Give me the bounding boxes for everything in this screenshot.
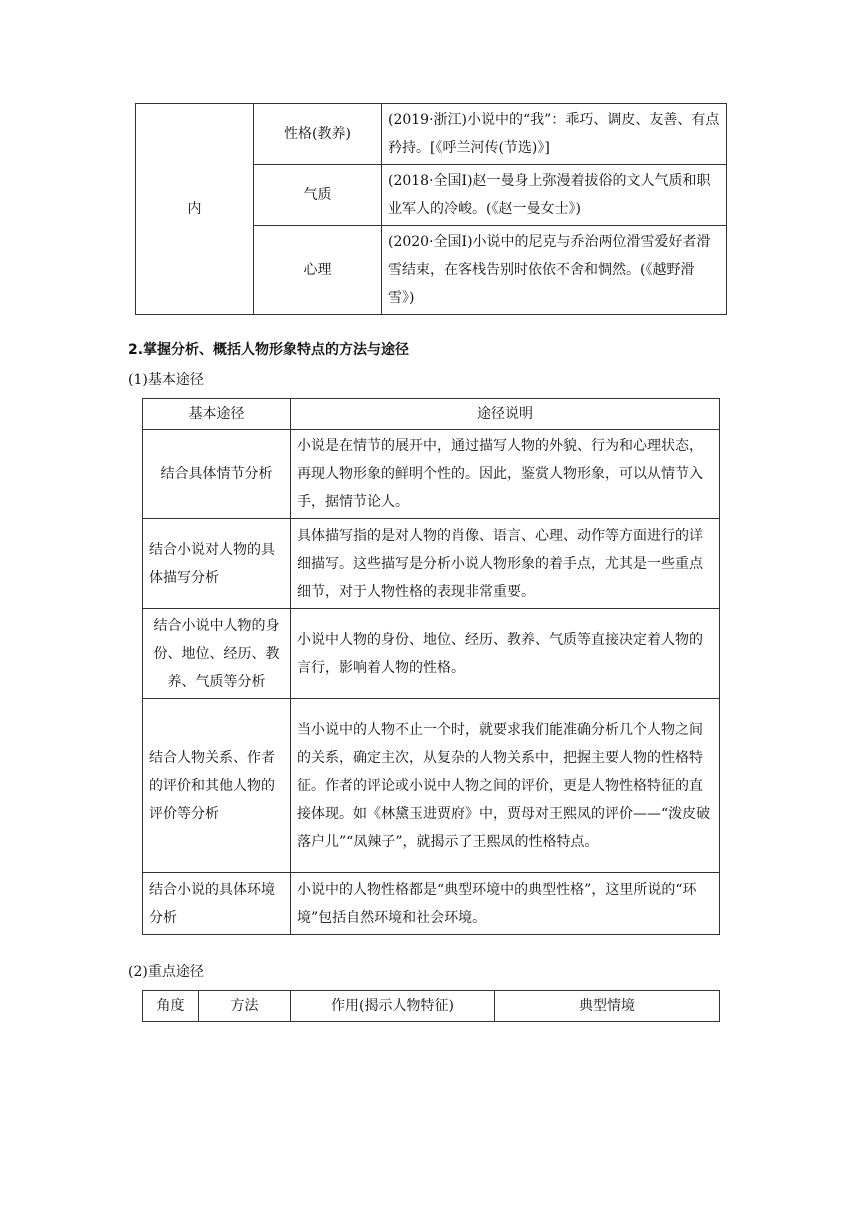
table-row [143,609,720,699]
aspect-cell: 性格(教养) [254,104,382,165]
path-cell: 结合小说对人物的具体描写分析 [143,519,291,609]
example-cell: (2019·浙江)小说中的“我”：乖巧、调皮、友善、有点矜持。[《呼兰河传(节选)》] [382,104,727,165]
aspect-cell: 气质 [254,165,382,226]
basic-path-title: (1)基本途径 [128,372,204,388]
table-row [143,873,720,935]
path-cell: 结合小说中人物的身份、地位、经历、教养、气质等分析 [143,609,291,699]
key-path-title: (2)重点途径 [128,964,204,980]
example-cell: (2018·全国Ⅰ)赵一曼身上弥漫着拔俗的文人气质和职业军人的冷峻。(《赵一曼女士》) [382,165,727,226]
desc-cell: 当小说中的人物不止一个时，就要求我们能准确分析几个人物之间的关系，确定主次，从复杂的人物关系中，把握主要人物的性格特征。作者的评论或小说中人物之间的评价，更是人物性格特征的直接体现。如《林黛玉进贾府》中，贾母对王熙凤的评价——“泼皮破落户儿”“凤辣子”，就揭示了王熙凤的性格特点。 [291,699,720,873]
column-header: 典型情境 [495,991,720,1022]
column-header: 方法 [199,991,291,1022]
table-header-row [143,399,720,430]
column-header: 角度 [143,991,199,1022]
path-cell: 结合具体情节分析 [143,430,291,519]
table-row [143,430,720,519]
path-cell: 结合人物关系、作者的评价和其他人物的评价等分析 [143,699,291,873]
table-row [143,699,720,873]
path-cell: 结合小说的具体环境分析 [143,873,291,935]
basic-path-table [142,398,720,935]
key-path-table [142,990,720,1022]
desc-cell: 小说中人物的身份、地位、经历、教养、气质等直接决定着人物的言行，影响着人物的性格。 [291,609,720,699]
example-cell: (2020·全国Ⅰ)小说中的尼克与乔治两位滑雪爱好者滑雪结束，在客栈告别时依依不舍和惆然。(《越野滑雪》) [382,226,727,315]
section-title: 2.掌握分析、概括人物形象特点的方法与途径 [128,342,410,358]
table-header-row [143,991,720,1022]
category-cell: 内 [136,104,254,315]
column-header: 作用(揭示人物特征) [291,991,495,1022]
desc-cell: 小说是在情节的展开中，通过描写人物的外貌、行为和心理状态，再现人物形象的鲜明个性的。因此，鉴赏人物形象，可以从情节入手，据情节论人。 [291,430,720,519]
desc-cell: 小说中的人物性格都是“典型环境中的典型性格”，这里所说的“环境”包括自然环境和社会环境。 [291,873,720,935]
table-row [143,519,720,609]
column-header: 途径说明 [291,399,720,430]
table-row [136,104,727,165]
column-header: 基本途径 [143,399,291,430]
desc-cell: 具体描写指的是对人物的肖像、语言、心理、动作等方面进行的详细描写。这些描写是分析小说人物形象的着手点，尤其是一些重点细节，对于人物性格的表现非常重要。 [291,519,720,609]
aspect-cell: 心理 [254,226,382,315]
traits-table [135,103,727,315]
